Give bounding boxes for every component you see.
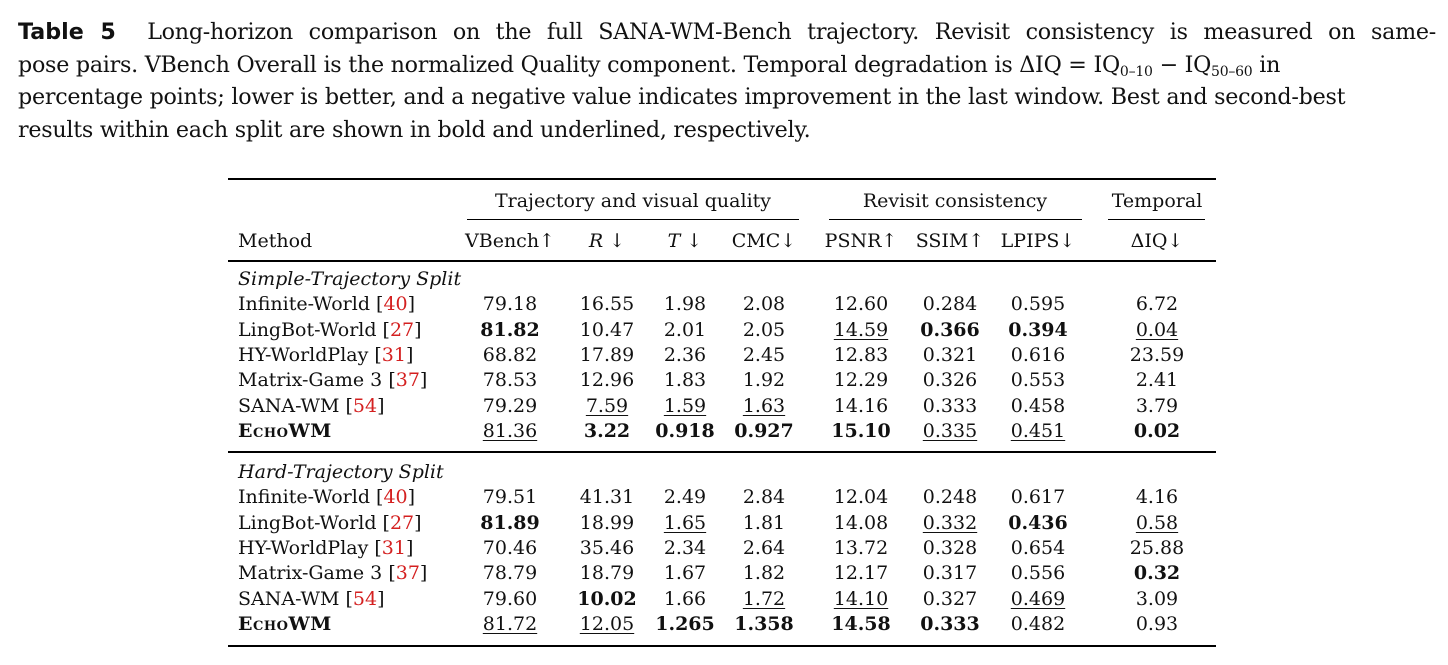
header-t: T ↓ — [667, 230, 703, 252]
cell-psnr: 13.72 — [833, 536, 889, 559]
cell-t: 1.67 — [663, 562, 707, 585]
cell-lpips: 0.482 — [1010, 612, 1066, 635]
table-caption — [18, 16, 1436, 146]
method-label: HY-WorldPlay — [238, 536, 369, 559]
method-name: Matrix-Game 3 [37] — [238, 562, 428, 585]
cell-cmc: 1.81 — [742, 511, 786, 534]
group-header-temporal: Temporal — [1111, 190, 1203, 212]
cell-r: 3.22 — [583, 419, 631, 442]
cell-cmc: 2.45 — [742, 343, 786, 366]
cell-ssim: 0.284 — [922, 293, 978, 316]
cell-cmc: 1.92 — [742, 369, 786, 392]
method-label: SANA-WM — [238, 394, 340, 417]
cell-r: 35.46 — [579, 536, 635, 559]
method-name: LingBot-World [27] — [238, 511, 422, 534]
cell-r: 10.47 — [579, 318, 635, 341]
cell-t: 0.918 — [655, 419, 715, 442]
method-label: Matrix-Game 3 — [238, 369, 383, 392]
caption-line-4: results within each split are shown in bold and underlined, respectively. — [18, 116, 811, 143]
cell-vbench: 81.72 — [482, 612, 538, 635]
cell-lpips: 0.556 — [1010, 562, 1066, 585]
cell-vbench: 79.18 — [482, 293, 538, 316]
method-label: EchoWM — [238, 612, 332, 635]
header-rule — [228, 260, 1216, 262]
header-lpips: LPIPS↓ — [1000, 230, 1076, 252]
citation-link[interactable]: 54 — [352, 587, 378, 610]
cell-cmc: 1.358 — [734, 612, 794, 635]
caption-line-2: pose pairs. VBench Overall is the normalized Quality component. Temporal degradation is $\Delta IQ = IQ_{0-10} - IQ_{50-60}$ in — [18, 51, 1281, 80]
cell-lpips: 0.451 — [1010, 419, 1066, 442]
cell-r: 18.99 — [579, 511, 635, 534]
cell-delta-iq: 0.02 — [1133, 419, 1181, 442]
cell-cmc: 2.84 — [742, 486, 786, 509]
cell-delta-iq: 4.16 — [1135, 486, 1179, 509]
cell-r: 7.59 — [585, 394, 629, 417]
cell-vbench: 79.60 — [482, 587, 538, 610]
header-vbench: VBench↑ — [465, 230, 555, 252]
cell-lpips: 0.436 — [1008, 511, 1068, 534]
cell-r: 41.31 — [579, 486, 635, 509]
cell-psnr: 14.08 — [833, 511, 889, 534]
citation-link[interactable]: 31 — [381, 343, 406, 366]
cell-vbench: 68.82 — [482, 343, 538, 366]
method-label: Infinite-World — [238, 486, 370, 509]
cell-psnr: 14.10 — [833, 587, 889, 610]
method-name: Infinite-World [40] — [238, 486, 416, 509]
cell-ssim: 0.335 — [922, 419, 978, 442]
cell-delta-iq: 0.04 — [1135, 318, 1179, 341]
cell-t: 1.66 — [663, 587, 707, 610]
cell-t: 1.265 — [655, 612, 715, 635]
header-delta-iq: ΔIQ↓ — [1130, 230, 1184, 252]
cell-vbench: 79.29 — [482, 394, 538, 417]
citation-link[interactable]: 40 — [383, 293, 408, 316]
cell-psnr: 12.83 — [833, 343, 889, 366]
cell-ssim: 0.333 — [920, 612, 980, 635]
cell-vbench: 79.51 — [482, 486, 538, 509]
table-label: Table 5 — [18, 19, 116, 45]
cell-cmc: 2.05 — [742, 318, 786, 341]
cell-lpips: 0.617 — [1010, 486, 1066, 509]
citation-link[interactable]: 27 — [389, 511, 415, 534]
cell-delta-iq: 0.58 — [1135, 511, 1179, 534]
bottom-rule — [228, 645, 1216, 647]
cell-lpips: 0.616 — [1010, 343, 1066, 366]
citation-link[interactable]: 54 — [352, 394, 378, 417]
method-name: Infinite-World [40] — [238, 293, 416, 316]
cell-ssim: 0.327 — [922, 587, 978, 610]
cell-psnr: 14.59 — [833, 318, 889, 341]
cell-delta-iq: 6.72 — [1135, 293, 1179, 316]
cell-ssim: 0.248 — [922, 486, 978, 509]
cell-delta-iq: 0.93 — [1135, 612, 1179, 635]
method-label: Infinite-World — [238, 293, 370, 316]
split-rule — [228, 451, 1216, 453]
citation-link[interactable]: 37 — [395, 562, 420, 585]
cell-ssim: 0.328 — [922, 536, 978, 559]
cell-t: 2.49 — [663, 486, 707, 509]
method-name — [238, 419, 332, 443]
cell-t: 2.36 — [663, 343, 707, 366]
cell-ssim: 0.326 — [922, 369, 978, 392]
cell-t: 1.59 — [663, 394, 707, 417]
cell-r: 17.89 — [579, 343, 635, 366]
cell-lpips: 0.553 — [1010, 369, 1066, 392]
results-table — [228, 178, 1216, 648]
cell-psnr: 14.16 — [833, 394, 889, 417]
cell-vbench: 78.53 — [482, 369, 538, 392]
split-title: Simple-Trajectory Split — [238, 268, 462, 290]
group-rule-temporal — [1108, 219, 1205, 220]
citation-link[interactable]: 40 — [383, 486, 408, 509]
header-psnr: PSNR↑ — [824, 230, 898, 252]
method-name: LingBot-World [27] — [238, 318, 422, 341]
cell-ssim: 0.332 — [922, 511, 978, 534]
method-label: EchoWM — [238, 419, 332, 442]
method-name: HY-WorldPlay [31] — [238, 536, 414, 559]
cell-lpips: 0.394 — [1008, 318, 1068, 341]
cell-cmc: 2.08 — [742, 293, 786, 316]
cell-vbench: 78.79 — [482, 562, 538, 585]
cell-psnr: 12.29 — [833, 369, 889, 392]
cell-r: 18.79 — [579, 562, 635, 585]
cell-t: 1.65 — [663, 511, 707, 534]
cell-vbench: 81.82 — [480, 318, 540, 341]
method-label: Matrix-Game 3 — [238, 562, 383, 585]
cell-lpips: 0.595 — [1010, 293, 1066, 316]
cell-psnr: 15.10 — [831, 419, 891, 442]
cell-r: 10.02 — [577, 587, 637, 610]
cell-cmc: 1.72 — [742, 587, 786, 610]
method-label: HY-WorldPlay — [238, 343, 369, 366]
cell-lpips: 0.458 — [1010, 394, 1066, 417]
cell-lpips: 0.469 — [1010, 587, 1066, 610]
method-name: HY-WorldPlay [31] — [238, 343, 414, 366]
cell-cmc: 2.64 — [742, 536, 786, 559]
method-name — [238, 612, 332, 636]
citation-link[interactable]: 27 — [389, 318, 415, 341]
cell-delta-iq: 3.09 — [1135, 587, 1179, 610]
cell-ssim: 0.333 — [922, 394, 978, 417]
cell-cmc: 0.927 — [734, 419, 794, 442]
cell-delta-iq: 2.41 — [1135, 369, 1179, 392]
cell-ssim: 0.321 — [922, 343, 978, 366]
method-label: SANA-WM — [238, 587, 340, 610]
method-label: LingBot-World — [238, 511, 377, 534]
top-rule — [228, 178, 1216, 180]
method-name: SANA-WM [54] — [238, 587, 385, 610]
method-name: SANA-WM [54] — [238, 394, 385, 417]
header-method: Method — [238, 230, 313, 252]
cell-delta-iq: 0.32 — [1133, 562, 1181, 585]
caption-line-1: Table 5 Long-horizon comparison on the full SANA-WM-Bench trajectory. Revisit consistency is measured on same- — [18, 19, 1436, 45]
cell-cmc: 1.63 — [742, 394, 786, 417]
cell-vbench: 70.46 — [482, 536, 538, 559]
cell-vbench: 81.89 — [480, 511, 540, 534]
cell-r: 16.55 — [579, 293, 635, 316]
header-cmc: CMC↓ — [731, 230, 797, 252]
header-ssim: SSIM↑ — [915, 230, 985, 252]
citation-link[interactable]: 37 — [395, 369, 420, 392]
cell-t: 2.34 — [663, 536, 707, 559]
cell-t: 1.98 — [663, 293, 707, 316]
cell-delta-iq: 23.59 — [1129, 343, 1185, 366]
group-rule-revisit — [829, 219, 1082, 220]
cell-vbench: 81.36 — [482, 419, 538, 442]
group-header-trajectory: Trajectory and visual quality — [494, 190, 772, 212]
group-header-revisit: Revisit consistency — [862, 190, 1048, 212]
cell-ssim: 0.366 — [920, 318, 980, 341]
cell-psnr: 12.04 — [833, 486, 889, 509]
cell-cmc: 1.82 — [742, 562, 786, 585]
cell-delta-iq: 25.88 — [1129, 536, 1185, 559]
method-label: LingBot-World — [238, 318, 377, 341]
split-title: Hard-Trajectory Split — [238, 461, 444, 483]
group-rule-trajectory — [467, 219, 799, 220]
cell-r: 12.96 — [579, 369, 635, 392]
method-name: Matrix-Game 3 [37] — [238, 369, 428, 392]
cell-psnr: 12.60 — [833, 293, 889, 316]
cell-ssim: 0.317 — [922, 562, 978, 585]
cell-psnr: 14.58 — [831, 612, 891, 635]
caption-line-3: percentage points; lower is better, and a negative value indicates improvement in the last window. Best and second-best — [18, 84, 1346, 111]
cell-t: 1.83 — [663, 369, 707, 392]
cell-t: 2.01 — [663, 318, 707, 341]
header-r: R ↓ — [588, 230, 626, 252]
cell-psnr: 12.17 — [833, 562, 889, 585]
cell-lpips: 0.654 — [1010, 536, 1066, 559]
cell-r: 12.05 — [579, 612, 635, 635]
citation-link[interactable]: 31 — [381, 536, 406, 559]
cell-delta-iq: 3.79 — [1135, 394, 1179, 417]
